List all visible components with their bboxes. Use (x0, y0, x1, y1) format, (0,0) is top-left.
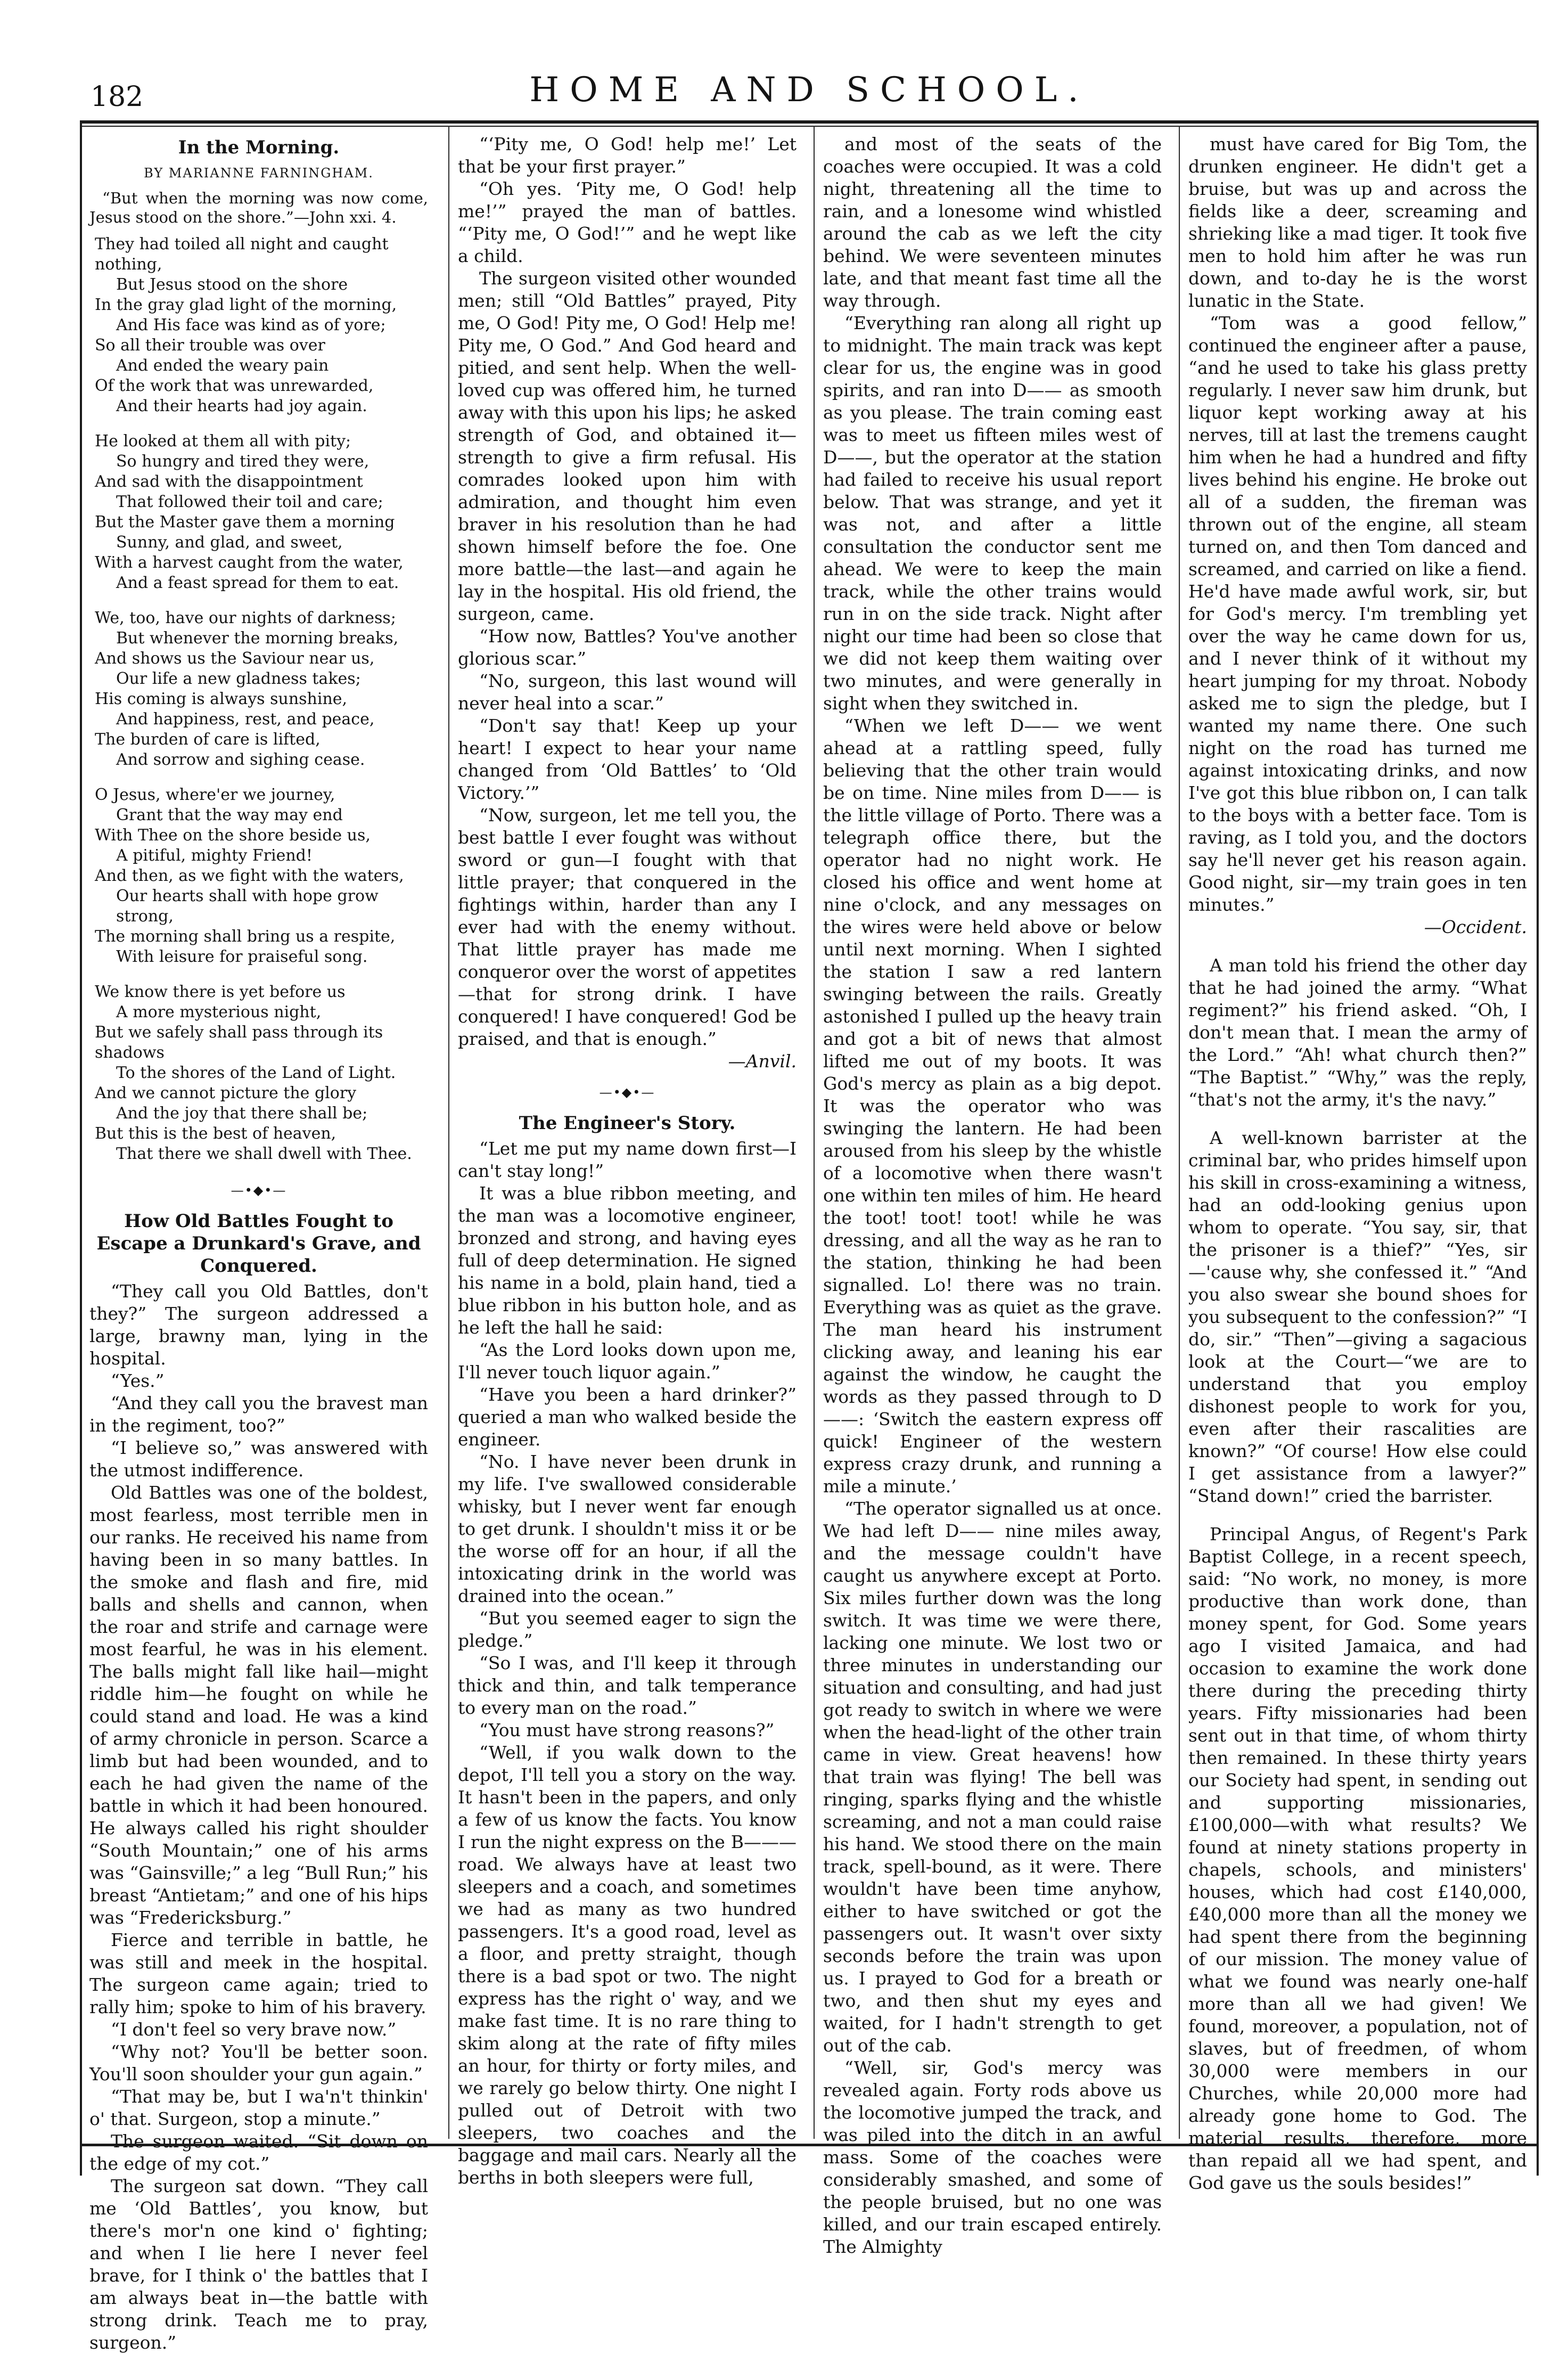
poem-line: Sunny, and glad, and sweet, (116, 533, 343, 552)
poem-line: And sorrow and sighing cease. (116, 750, 365, 769)
paragraph: must have cared for Big Tom, the drunken engineer. He didn't get a bruise, but was up and across the fields like a deer, screaming and shrieking like a mad tiger. It took five men to hold him after he was run down, and to-day he is the worst lunatic in the State. (1188, 134, 1527, 311)
paragraph: “Tom was a good fellow,” continued the engineer after a pause, “and he used to take his glass pretty regularly. I never saw him drunk, but liquor kept working away at his nerves, till at last the tremens caught him when he had a hundred and fifty lives behind his engine. He broke out all of a sudden, the fireman was thrown out of the engine, all steam turned on, and then Tom danced and screamed, and carried on like a fiend. He'd have made awful work, sir, but for God's mercy. I'm trembling yet over the way he came down for us, and I never think of it without my heart jumping for my throat. Nobody asked me to sign the pledge, but I wanted my name there. One such night on the road has turned me against intoxicating drinks, and now I've got this blue ribbon on, I can talk to the boys with a better face. Tom is raving, as I told you, and the doctors say he'll never get his reason again. Good night, sir—my train goes in ten minutes.” (1188, 313, 1527, 915)
poem-line: But whenever the morning breaks, (116, 629, 399, 648)
poem-stanza (95, 234, 428, 416)
source-anvil: —Anvil. (728, 1051, 797, 1072)
paragraph: “I don't feel so very brave now.” (111, 2019, 397, 2040)
paragraph: “As the Lord looks down upon me, I'll never touch liquor again.” (458, 1339, 797, 1383)
column-4 (1188, 133, 1527, 2193)
poem-stanza (95, 608, 428, 770)
column-2 (458, 133, 797, 2188)
poem-line: And we cannot picture the glory (95, 1084, 357, 1102)
poem-line: And their hearts had joy again. (116, 397, 367, 415)
paragraph: “Why not? You'll be better soon. You'll soon shoulder your gun again.” (89, 2041, 428, 2085)
paragraph: and most of the seats of the coaches were occupied. It was a cold night, threatening all the time to rain, and a lonesome wind whistled around the cab as we left the city behind. We were seventeen minutes late, and that meant fast time all the way through. (823, 134, 1162, 311)
paragraph: “Everything ran along all right up to midnight. The main track was kept clear for us, the engine was in good spirits, and ran into D—— as smooth as you please. The train coming east was to meet us fifteen miles west of D——, but the operator at the station had failed to receive his usual report below. That was strange, and yet it was not, and after a little consultation the conductor sent me ahead. We were to keep the main track, while the other trains would run in on the side track. Night after night our time had been so close that we did not keep them waiting over two minutes, and were generally in sight when they switched in. (823, 313, 1162, 714)
paragraph: “So I was, and I'll keep it through thick and thin, and talk temperance to every man on the road.” (458, 1653, 797, 1718)
poem-line: They had toiled all night and caught nothing, (95, 235, 389, 274)
paragraph: “Have you been a hard drinker?” queried a man who walked beside the engineer. (458, 1384, 797, 1450)
poem-line: We, too, have our nights of darkness; (95, 609, 396, 627)
paragraph: “They call you Old Battles, don't they?” The surgeon addressed a large, brawny man, lying in the hospital. (89, 1281, 428, 1369)
poem-line: And His face was kind as of yore; (116, 316, 386, 334)
poem-line: O Jesus, where'er we journey, (95, 786, 335, 804)
story-title-engineer: The Engineer's Story. (519, 1113, 736, 1134)
running-title: HOME AND SCHOOL. (529, 70, 1089, 110)
poem-stanza (95, 982, 428, 1164)
paragraph: “You must have strong reasons?” (479, 1720, 775, 1740)
story-title-old-battles: How Old Battles Fought to Escape a Drunkard's Grave, and Conquered. (96, 1211, 421, 1277)
poem-line: His coming is always sunshine, (95, 690, 348, 708)
poem-line: With leisure for praiseful song. (116, 947, 368, 966)
poem-line: That there we shall dwell with Thee. (116, 1145, 412, 1163)
poem-line: Our hearts shall with hope grow strong, (116, 887, 379, 926)
paragraph: “But you seemed eager to sign the pledge.” (458, 1608, 797, 1651)
poem-line: And sad with the disappointment (95, 472, 363, 491)
section-ornament: —•◆•— (231, 1183, 287, 1198)
poem-line: And happiness, rest, and peace, (116, 710, 375, 729)
poem-line: And ended the weary pain (116, 356, 329, 375)
paragraph: “I believe so,” was answered with the utmost indifference. (89, 1437, 428, 1481)
paragraph: Fierce and terrible in battle, he was still and meek in the hospital. The surgeon came again; tried to rally him; spoke to him of his bravery. (89, 1930, 428, 2017)
poem-line: The burden of care is lifted, (95, 730, 321, 749)
header-rule-thin (80, 126, 1539, 127)
poem-line: But the Master gave them a morning (95, 513, 395, 532)
poem-line: And shows us the Saviour near us, (95, 649, 375, 668)
poem-stanzas (89, 234, 428, 1164)
poem-line: But Jesus stood on the shore (116, 275, 348, 294)
poem-line: But this is the best of heaven, (95, 1124, 336, 1143)
engineer-story-continued (823, 133, 1162, 2258)
paragraph: “Well, sir, God's mercy was revealed again. Forty rods above us the locomotive jumped the track, and was piled into the ditch in an awful mass. Some of the coaches were considerably smashed, and some of the people bruised, but no one was killed, and our train escaped entirely. The Almighty (823, 2057, 1162, 2257)
poem-line: A more mysterious night, (116, 1003, 322, 1021)
paragraph: “That may be, but I wa'n't thinkin' o' that. Surgeon, stop a minute.” (89, 2086, 428, 2129)
principal-angus-paragraph: Principal Angus, of Regent's Park Baptist College, in a recent speech, said: “No work, no money, is more productive than work done, than money spent, for God. Some years ago I visited Jamaica, and had occasion to examine the work done there during the preceding thirty years. Fifty missionaries had been sent out in that time, of whom thirty then remained. In these thirty years our Society had spent, in sending out and supporting missionaries, £100,000—with what results? We found at ninety stations property in chapels, schools, and ministers' houses, which had cost £140,000, £40,000 more than all the money we had spent there from the beginning of our mission. The money value of what we found was nearly one-half more than all we had given! We found, moreover, a population, not of slaves, but of freedmen, of whom 30,000 were members in our Churches, while 20,000 more had already gone home to God. The material results, therefore, more than repaid all we had spent, and God gave us the souls besides!” (1188, 1524, 1527, 2193)
column-divider-1 (448, 126, 449, 2139)
left-frame-rule (80, 120, 82, 2176)
paragraph: “Don't say that! Keep up your heart! I expect to hear your name changed from ‘Old Battles’ to ‘Old Victory.’” (458, 715, 797, 803)
poem-line: So all their trouble was over (95, 336, 325, 355)
column-1 (89, 133, 428, 2353)
poem-line: And then, as we fight with the waters, (95, 867, 404, 885)
paragraph: “When we left D—— we went ahead at a rattling speed, fully believing that the other train would be on time. Nine miles from D—— is the little village of Porto. There was a telegraph office there, but the operator had no night work. He closed his office and went home at nine o'clock, and any messages on the wires were held above or below until next morning. When I sighted the station I saw a red lantern swinging between the rails. Greatly astonished I pulled up the heavy train and got a bit of news that almost lifted me out of my boots. It was God's mercy as plain as a big depot. It was the operator who was swinging the lantern. He had been aroused from his sleep by the whistle of a locomotive when there wasn't one within ten miles of him. He heard the toot! toot! toot! while he was dressing, and all the way as he ran to the station, thinking he had been signalled. Lo! there was no train. Everything was as quiet as the grave. The man heard his instrument clicking away, and leaning his ear against the window, he caught the words as they passed through to D——: ‘Switch the eastern express off quick! Engineer of the western express crazy drunk, and running a mile a minute.’ (823, 715, 1162, 1497)
poem-byline: BY MARIANNE FARNINGHAM. (144, 166, 374, 181)
right-frame-rule (1537, 120, 1539, 2176)
poem-line: And the joy that there shall be; (116, 1104, 368, 1123)
poem-line: But we safely shall pass through its shadows (95, 1023, 383, 1062)
paragraph: The surgeon visited other wounded men; still “Old Battles” prayed, Pity me, O God! Pity me, O God! Help me! Pity me, O God.” And God heard and pitied, and sent help. When the well-loved cup was offered him, he turned away with this upon his lips; he asked strength of God, and obtained it—strength to give a firm refusal. His comrades looked upon him with admiration, and thought him even braver in his resolution than he had shown himself before the foe. One more battle—the last—and again he lay in the hospital. His old friend, the surgeon, came. (458, 268, 797, 624)
poem-line: He looked at them all with pity; (95, 432, 351, 451)
poem-stanza (95, 431, 428, 593)
poem-epigraph: “But when the morning was now come, Jesus stood on the shore.”—John xxi. 4. (89, 189, 428, 226)
engineer-story (458, 1138, 797, 2189)
paragraph: The surgeon waited. “Sit down on the edge of my cot.” (89, 2131, 428, 2174)
section-ornament: —•◆•— (599, 1085, 655, 1100)
paragraph: “‘Pity me, O God! help me!’ Let that be your first prayer.” (458, 134, 797, 177)
paragraph: “No. I have never been drunk in my life. I've swallowed considerable whisky, but I never went far enough to get drunk. I shouldn't miss it or be the worse off for an hour, if all the intoxicating drink in the world was drained into the ocean.” (458, 1451, 797, 1606)
paragraph: “The operator signalled us at once. We had left D—— nine miles away, and the message couldn't have caught us anywhere except at Porto. Six miles further down was the long switch. It was time we were there, lacking one minute. We lost two or three minutes in understanding our situation and consulting, and had just got ready to switch in where we were when the head-light of the other train came in view. Great heavens! how that train was flying! The bell was ringing, sparks flying and the whistle screaming, and not a man could raise his hand. We stood there on the main track, spell-bound, as it were. There wouldn't have been time anyhow, either to have switched or got the passengers out. It wasn't over sixty seconds before the train was upon us. I prayed to God for a breath or two, and then shut my eyes and waited, for I hadn't strength to get out of the cab. (823, 1498, 1162, 2056)
bottom-rule (80, 2144, 1539, 2146)
column-3 (823, 133, 1162, 2257)
army-anecdote: A man told his friend the other day that he had joined the army. “What regiment?” his friend asked. “Oh, I don't mean that. I mean the army of the Lord.” “Ah! what church then?” “The Baptist.” “Why,” was the reply, “that's not the army, it's the navy.” (1188, 955, 1527, 1110)
poem-line: With Thee on the shore beside us, (95, 826, 371, 845)
poem-line: In the gray glad light of the morning, (95, 296, 397, 314)
column-divider-3 (1179, 126, 1180, 2139)
poem-line: So hungry and tired they were, (116, 452, 370, 471)
poem-line: Of the work that was unrewarded, (95, 377, 374, 395)
poem-line: And a feast spread for them to eat. (116, 574, 399, 592)
poem-line: The morning shall bring us a respite, (95, 927, 396, 946)
page-header (80, 59, 1539, 112)
poem-line: A pitiful, mighty Friend! (116, 846, 313, 865)
paragraph: “Let me put my name down first—I can't stay long!” (458, 1138, 797, 1181)
barrister-anecdote: A well-known barrister at the criminal bar, who prides himself upon his skill in cross-examining a witness, had an odd-looking genius upon whom to operate. “You say, sir, that the prisoner is a thief?” “Yes, sir—'cause why, she confessed it.” “And you also swear she bound shoes for you subsequent to the confession?” “I do, sir.” “Then”—giving a sagacious look at the Court—“we are to understand that you employ dishonest people to work for you, even after their rascalities are known?” “Of course! How else could I get assistance from a lawyer?” “Stand down!” cried the barrister. (1188, 1127, 1527, 1506)
paragraph: “Now, surgeon, let me tell you, the best battle I ever fought was without sword or gun—I fought with that little prayer; that conquered in the fightings within, harder than any I ever had with the enemy without. That little prayer has made me conqueror over the worst of appetites—that for strong drink. I have conquered! I have conquered! God be praised, and that is enough.” (458, 805, 797, 1049)
old-battles-story (89, 1280, 428, 2354)
paragraph: Old Battles was one of the boldest, most fearless, most terrible men in our ranks. He received his name from having been in so many battles. In the smoke and flash and fire, mid balls and shells and cannon, when the roar and strife and carnage were most fearful, he was in his element. The balls might fall like hail—might riddle him—he fought on while he could stand and load. He was a kind of army chronicle in person. Scarce a limb but had been wounded, and to each he had given the name of the battle in which it had been honoured. He always called his right shoulder “South Mountain;” one of his arms was “Gainsville;” a leg “Bull Run;” his breast “Antietam;” and one of his hips was “Fredericksburg.” (89, 1482, 428, 1928)
poem-line: We know there is yet before us (95, 983, 346, 1001)
paragraph: “Well, if you walk down to the depot, I'll tell you a story on the way. It hasn't been in the papers, and only a few of us know the facts. You know I run the night express on the B——— road. We always have at least two sleepers and a coach, and sometimes we had as many as two hundred passengers. It's a good road, level as a floor, and pretty straight, though there is a bad spot or two. The night express has the right o' way, and we make fast time. It is no rare thing to skim along at the rate of fifty miles an hour, for thirty or forty miles, and we rarely go below thirty. One night I pulled out of Detroit with two sleepers, two coaches and the baggage and mail cars. Nearly all the berths in both sleepers were full, (458, 1742, 797, 2188)
page-number: 182 (91, 81, 144, 113)
poem-line: With a harvest caught from the water, (95, 553, 404, 572)
paragraph: The surgeon sat down. “They call me ‘Old Battles’, you know, but there's mor'n one kind o' fighting; and when I lie here I never feel brave, for I think o' the battles that I am always beat in—the battle with strong drink. Teach me to pray, surgeon.” (89, 2176, 428, 2353)
poem-title: In the Morning. (178, 137, 340, 158)
poem-stanza (95, 785, 428, 967)
engineer-story-conclusion (1188, 133, 1527, 916)
newspaper-page (80, 0, 1539, 2353)
poem-line: To the shores of the Land of Light. (116, 1064, 396, 1082)
poem-line: Our life a new gladness takes; (116, 669, 361, 688)
paragraph: “Yes.” (111, 1370, 165, 1391)
paragraph: It was a blue ribbon meeting, and the man was a locomotive engineer, bronzed and strong, and having eyes full of deep determination. He signed his name in a bold, plain hand, tied a blue ribbon in his button hole, and as he left the hall he said: (458, 1183, 797, 1338)
column-divider-2 (814, 126, 815, 2139)
paragraph: “No, surgeon, this last wound will never heal into a scar.” (458, 671, 797, 714)
old-battles-story-continued (458, 133, 797, 1050)
source-occident: —Occident. (1424, 917, 1527, 937)
poem-line: That followed their toil and care; (116, 493, 383, 511)
paragraph: “And they call you the bravest man in the regiment, too?” (89, 1393, 428, 1436)
poem-line: Grant that the way may end (116, 806, 343, 824)
paragraph: “How now, Battles? You've another glorious scar.” (458, 626, 797, 669)
header-rule (80, 120, 1539, 124)
paragraph: “Oh yes. ‘Pity me, O God! help me!’” prayed the man of battles. “‘Pity me, O God!’” and he wept like a child. (458, 178, 797, 266)
